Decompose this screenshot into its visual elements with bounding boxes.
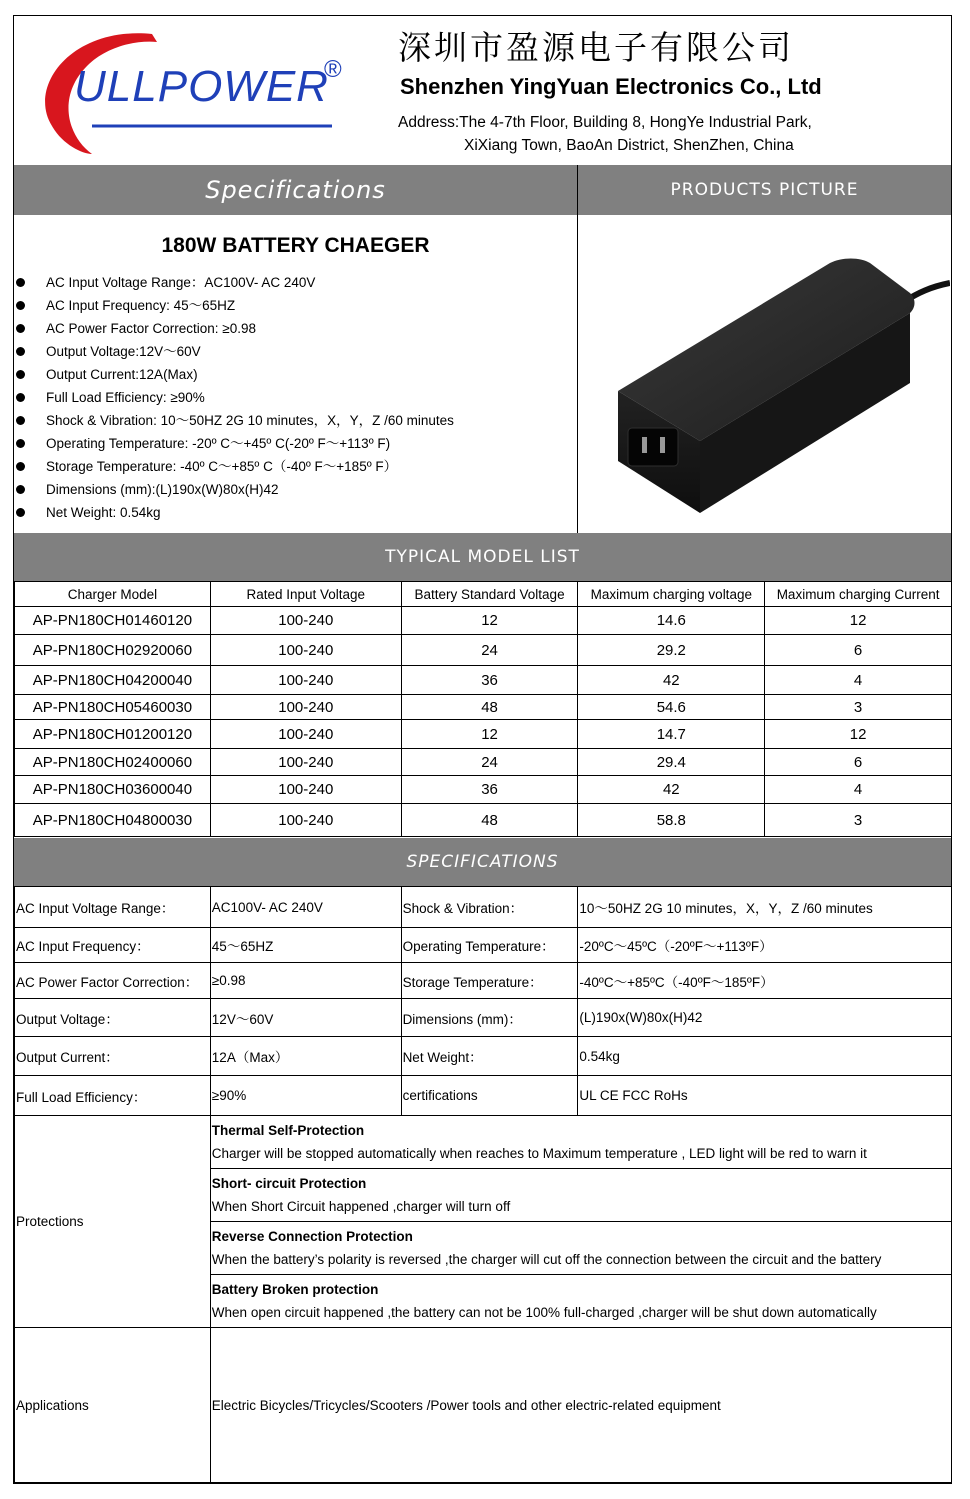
applications-label: Applications (15, 1328, 211, 1483)
table-row (15, 607, 952, 635)
address-line-2: XiXiang Town, BaoAn District, ShenZhen, China (464, 137, 794, 154)
table-cell: 14.6 (578, 607, 765, 635)
table-row (15, 999, 952, 1037)
bullet-icon (16, 370, 25, 379)
table-cell: Operating Temperature： (401, 928, 578, 963)
protection-title: Battery Broken protection (211, 1282, 379, 1297)
protection-title: Short- circuit Protection (211, 1176, 367, 1191)
list-item (16, 340, 454, 363)
registered-mark-icon: ® (324, 56, 342, 83)
protection-row (15, 1116, 952, 1169)
table-header-row (15, 582, 952, 607)
text-label: When open circuit happened ,the battery can not be 100% full-charged ,charger will be shut down automatically (211, 1305, 877, 1320)
table-cell: 36 (401, 776, 578, 804)
table-cell: Full Load Efficiency： (15, 1076, 211, 1116)
table-cell: 100-240 (210, 776, 401, 804)
table-cell: Output Current： (15, 1037, 211, 1076)
bullet-icon (16, 324, 25, 333)
company-logo (32, 26, 362, 156)
table-row (15, 695, 952, 720)
table-cell: 29.2 (578, 635, 765, 666)
table-cell: AP-PN180CH01200120 (15, 720, 211, 749)
table-cell: Net Weight： (401, 1037, 578, 1076)
text-label: Output Current:12A(Max) (46, 367, 198, 382)
list-item (16, 363, 454, 386)
table-cell: AP-PN180CH03600040 (15, 776, 211, 804)
table-cell: 100-240 (210, 720, 401, 749)
list-item (16, 317, 454, 340)
text-label: When Short Circuit happened ,charger will turn off (211, 1199, 511, 1214)
table-cell: 45～65HZ (210, 928, 401, 963)
applications-text: Electric Bicycles/Tricycles/Scooters /Power tools and other electric-related equipment (210, 1328, 951, 1483)
table-row (15, 635, 952, 666)
table-cell: 29.4 (578, 749, 765, 776)
bullet-icon (16, 416, 25, 425)
table-cell: 3 (765, 695, 952, 720)
address-line-1: Address:The 4-7th Floor, Building 8, HongYe Industrial Park, (398, 114, 812, 131)
table-cell: ≥90% (210, 1076, 401, 1116)
bullet-icon (16, 347, 25, 356)
text-label: When the battery’s polarity is reversed ,the charger will cut off the connection between the circuit and the battery (211, 1252, 882, 1267)
bullet-icon (16, 439, 25, 448)
table-cell: 42 (578, 776, 765, 804)
text-label: Net Weight: 0.54kg (46, 505, 161, 520)
table-cell: 48 (401, 695, 578, 720)
table-cell: UL CE FCC RoHs (578, 1076, 952, 1116)
company-name-cn: 深圳市盈源电子有限公司 (398, 28, 794, 67)
list-item (16, 409, 454, 432)
text-label: Output Voltage:12V～60V (46, 344, 201, 359)
table-cell: 4 (765, 776, 952, 804)
table-cell: 100-240 (210, 749, 401, 776)
product-title: 180W BATTERY CHAEGER (161, 234, 430, 257)
table-row (15, 928, 952, 963)
table-row (15, 666, 952, 695)
specifications-caps-band: SPECIFICATIONS (14, 838, 951, 886)
table-cell: (L)190x(W)80x(H)42 (578, 999, 952, 1037)
bullet-icon (16, 278, 25, 287)
table-row (15, 963, 952, 999)
table-cell: AP-PN180CH02400060 (15, 749, 211, 776)
text-label: Full Load Efficiency: ≥90% (46, 390, 205, 405)
table-cell: 42 (578, 666, 765, 695)
column-header: Battery Standard Voltage (401, 582, 578, 607)
table-row (15, 804, 952, 837)
table-cell: 100-240 (210, 666, 401, 695)
table-cell: 54.6 (578, 695, 765, 720)
column-divider (577, 165, 578, 533)
column-header: Maximum charging Current (765, 582, 952, 607)
table-cell: 24 (401, 635, 578, 666)
text-label: Charger will be stopped automatically when reaches to Maximum temperature , LED light will be red to warn it (211, 1146, 867, 1161)
table-cell: 6 (765, 749, 952, 776)
table-cell: 24 (401, 749, 578, 776)
table-cell: AP-PN180CH04200040 (15, 666, 211, 695)
specifications-band: Specifications (14, 165, 577, 215)
protection-item (210, 1169, 951, 1222)
protection-item (210, 1116, 951, 1169)
list-item (16, 386, 454, 409)
list-item (16, 478, 454, 501)
list-item (16, 432, 454, 455)
table-cell: AC100V- AC 240V (210, 887, 401, 928)
list-item (16, 271, 454, 294)
column-header: Rated Input Voltage (210, 582, 401, 607)
table-cell: Storage Temperature： (401, 963, 578, 999)
table-cell: 0.54kg (578, 1037, 952, 1076)
protection-item (210, 1222, 951, 1275)
table-cell: 100-240 (210, 804, 401, 837)
table-cell: 6 (765, 635, 952, 666)
table-cell: Output Voltage： (15, 999, 211, 1037)
table-cell: AC Input Voltage Range： (15, 887, 211, 928)
ac-charger-photo-icon (580, 223, 950, 525)
table-cell: -20ºC～45ºC（-20ºF～+113ºF） (578, 928, 952, 963)
protection-item (210, 1275, 951, 1328)
header (14, 16, 951, 166)
table-cell: 4 (765, 666, 952, 695)
table-cell: 10～50HZ 2G 10 minutes，X，Y，Z /60 minutes (578, 887, 952, 928)
model-table (14, 581, 952, 837)
typical-model-list-band: TYPICAL MODEL LIST (14, 533, 951, 581)
text-label: Dimensions (mm):(L)190x(W)80x(H)42 (46, 482, 279, 497)
bullet-icon (16, 462, 25, 471)
bullet-icon (16, 485, 25, 494)
table-cell: 100-240 (210, 695, 401, 720)
table-cell: AP-PN180CH01460120 (15, 607, 211, 635)
spec-bullet-list (16, 271, 454, 524)
bullet-icon (16, 508, 25, 517)
list-item (16, 455, 454, 478)
table-cell: 12V～60V (210, 999, 401, 1037)
logo-text: ULLPOWER (74, 62, 329, 111)
table-row (15, 776, 952, 804)
table-cell: 48 (401, 804, 578, 837)
table-cell: 100-240 (210, 607, 401, 635)
text-label: AC Power Factor Correction: ≥0.98 (46, 321, 256, 336)
table-cell: 36 (401, 666, 578, 695)
table-cell: AP-PN180CH04800030 (15, 804, 211, 837)
table-cell: AC Power Factor Correction： (15, 963, 211, 999)
table-cell: certifications (401, 1076, 578, 1116)
table-cell: 100-240 (210, 635, 401, 666)
protections-label: Protections (15, 1116, 211, 1328)
text-label: AC Input Voltage Range：AC100V- AC 240V (46, 275, 316, 290)
table-cell: Shock & Vibration： (401, 887, 578, 928)
specifications-table (14, 886, 952, 1483)
text-label: Operating Temperature: -20º C～+45º C(-20º F～+113º F) (46, 436, 391, 451)
text-label: AC Input Frequency: 45～65HZ (46, 298, 236, 313)
table-cell: 12 (401, 720, 578, 749)
bullet-icon (16, 393, 25, 402)
column-header: Charger Model (15, 582, 211, 607)
table-row (15, 887, 952, 928)
table-cell: AP-PN180CH05460030 (15, 695, 211, 720)
table-cell: 14.7 (578, 720, 765, 749)
protection-title: Thermal Self-Protection (211, 1123, 365, 1138)
table-cell: Dimensions (mm)： (401, 999, 578, 1037)
table-cell: 58.8 (578, 804, 765, 837)
protection-title: Reverse Connection Protection (211, 1229, 413, 1244)
spec-sheet (13, 15, 952, 1484)
list-item (16, 501, 454, 524)
applications-row (15, 1328, 952, 1483)
bullet-icon (16, 301, 25, 310)
table-row (15, 749, 952, 776)
column-header: Maximum charging voltage (578, 582, 765, 607)
list-item (16, 294, 454, 317)
table-cell: AP-PN180CH02920060 (15, 635, 211, 666)
text-label: Storage Temperature: -40º C～+85º C（-40º F～+185º F） (46, 459, 398, 474)
table-row (15, 720, 952, 749)
table-row (15, 1037, 952, 1076)
table-cell: ≥0.98 (210, 963, 401, 999)
table-cell: 3 (765, 804, 952, 837)
table-cell: 12 (401, 607, 578, 635)
products-picture-band: PRODUCTS PICTURE (578, 165, 951, 215)
table-cell: 12 (765, 720, 952, 749)
text-label: Shock & Vibration: 10～50HZ 2G 10 minutes，X，Y，Z /60 minutes (46, 413, 454, 428)
table-cell: 12A（Max） (210, 1037, 401, 1076)
table-cell: 12 (765, 607, 952, 635)
table-row (15, 1076, 952, 1116)
table-cell: AC Input Frequency： (15, 928, 211, 963)
table-cell: -40ºC～+85ºC（-40ºF～185ºF） (578, 963, 952, 999)
company-name-en: Shenzhen YingYuan Electronics Co., Ltd (400, 74, 822, 99)
